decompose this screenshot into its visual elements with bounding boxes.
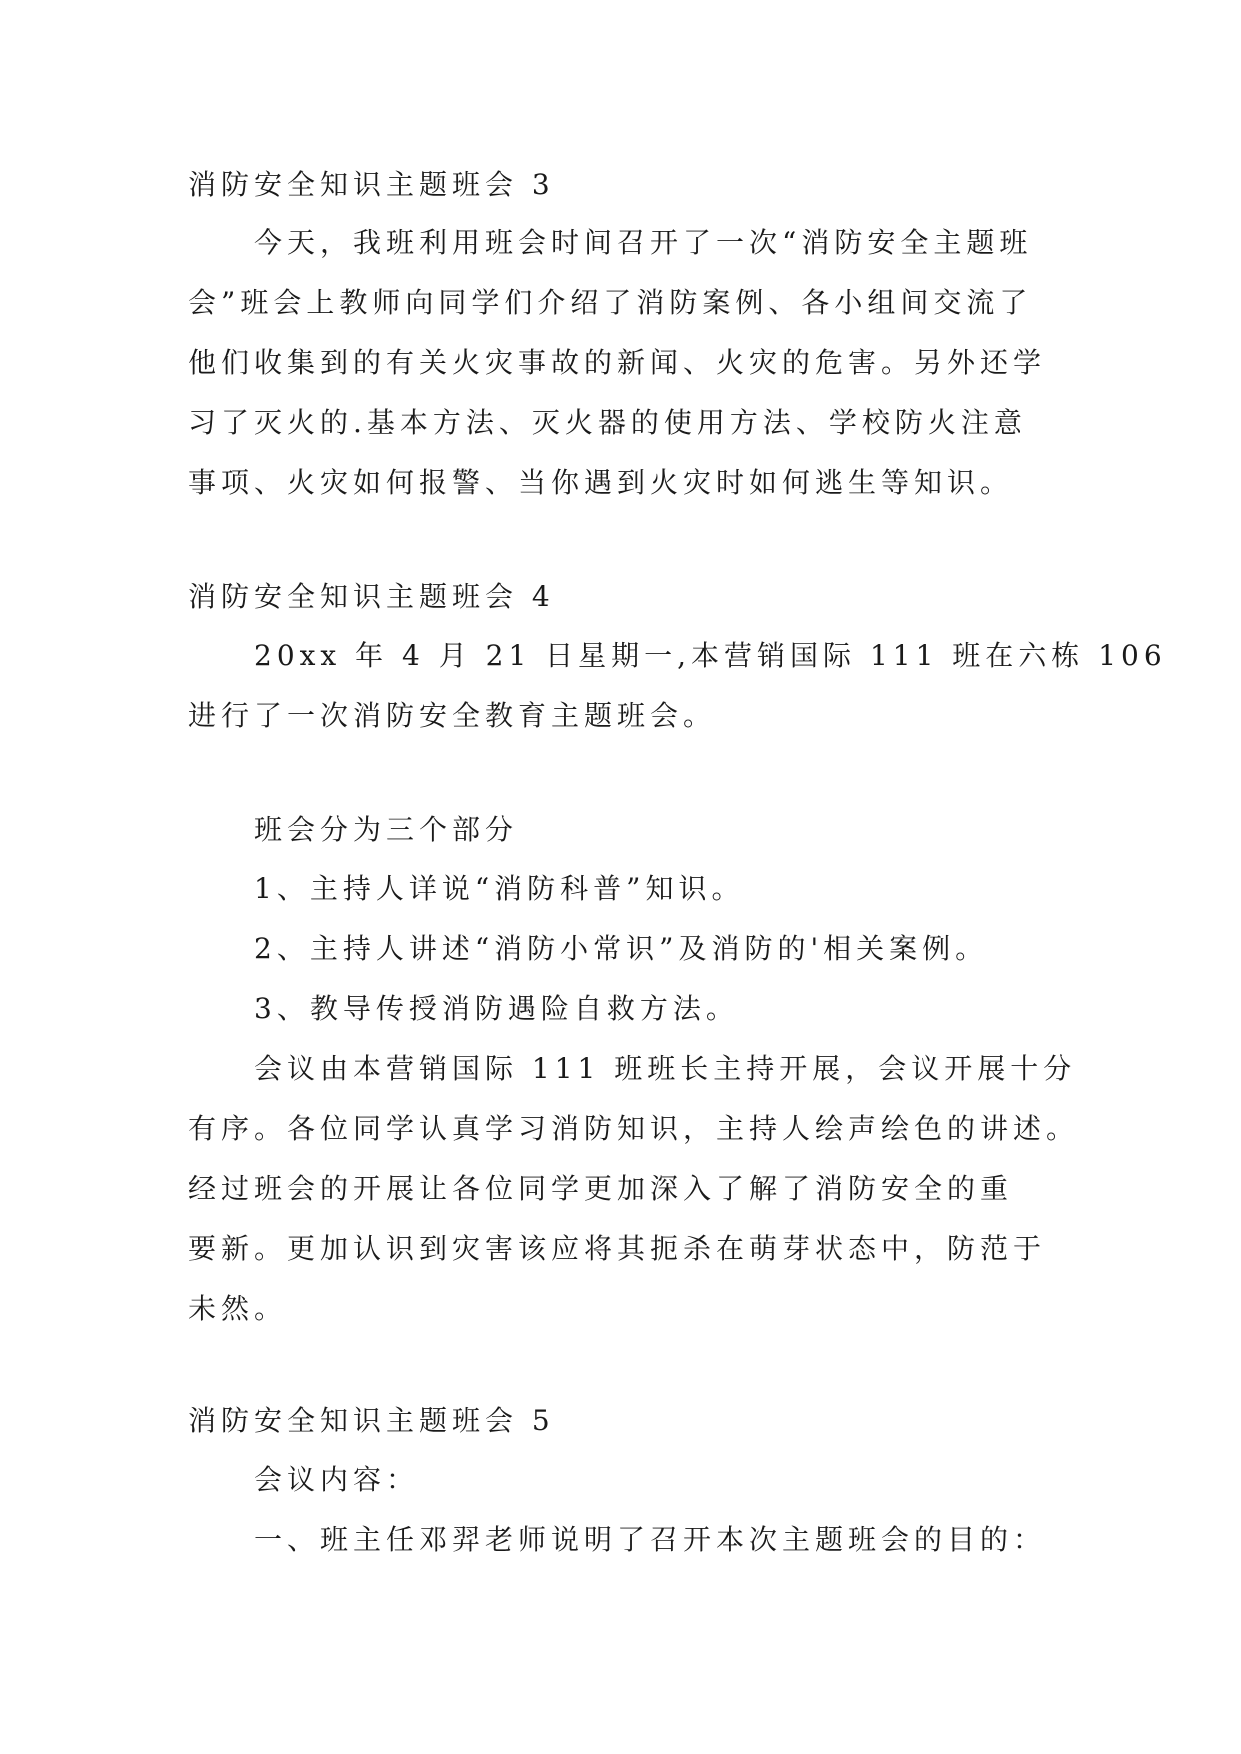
section-4-summary-line: 要新。更加认识到灾害该应将其扼杀在萌芽状态中，防范于	[188, 1232, 1047, 1265]
section-3-paragraph-line: 今天，我班利用班会时间召开了一次“消防安全主题班	[254, 226, 1033, 259]
section-3-title: 消防安全知识主题班会 3	[188, 168, 555, 201]
section-3-paragraph-line: 习了灭火的.基本方法、灭火器的使用方法、学校防火注意	[188, 406, 1027, 439]
section-4-title: 消防安全知识主题班会 4	[188, 580, 555, 613]
section-5-item: 一、班主任邓羿老师说明了召开本次主题班会的目的：	[254, 1523, 1047, 1556]
section-4-part-item: 1、主持人详说“消防科普”知识。	[254, 872, 745, 905]
section-4-part-item: 3、教导传授消防遇险自救方法。	[254, 992, 739, 1025]
section-5-label: 会议内容：	[254, 1463, 420, 1496]
section-3-paragraph-line: 事项、火灾如何报警、当你遇到火灾时如何逃生等知识。	[188, 466, 1014, 499]
section-3-paragraph-line: 会”班会上教师向同学们介绍了消防案例、各小组间交流了	[188, 286, 1033, 319]
section-5-title: 消防安全知识主题班会 5	[188, 1404, 555, 1437]
section-3-paragraph-line: 他们收集到的有关火灾事故的新闻、火灾的危害。另外还学	[188, 346, 1047, 379]
section-4-part-item: 2、主持人讲述“消防小常识”及消防的'相关案例。	[254, 932, 989, 965]
section-4-parts-heading: 班会分为三个部分	[254, 813, 519, 846]
section-4-summary-line: 经过班会的开展让各位同学更加深入了解了消防安全的重	[188, 1172, 1014, 1205]
section-4-summary-line: 会议由本营销国际 111 班班长主持开展，会议开展十分	[254, 1052, 1077, 1085]
section-4-summary-line: 未然。	[188, 1292, 288, 1325]
section-4-intro-line: 20xx 年 4 月 21 日星期一,本营销国际 111 班在六栋 106	[254, 639, 1167, 672]
section-4-summary-line: 有序。各位同学认真学习消防知识，主持人绘声绘色的讲述。	[188, 1112, 1080, 1145]
section-4-intro-line: 进行了一次消防安全教育主题班会。	[188, 699, 717, 732]
